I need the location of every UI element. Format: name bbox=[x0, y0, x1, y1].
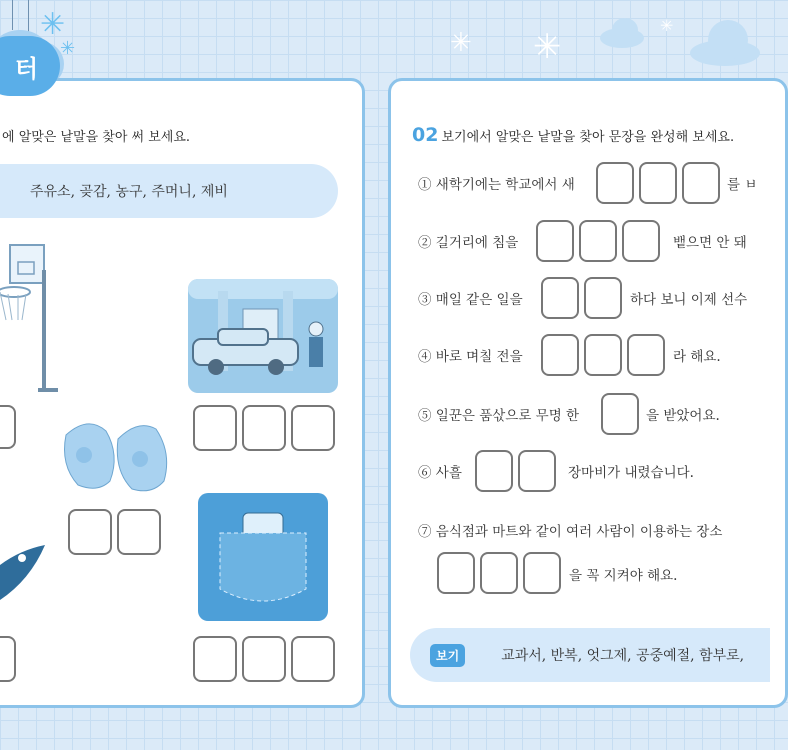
answer-box[interactable] bbox=[291, 636, 335, 682]
answer-box[interactable] bbox=[541, 277, 579, 319]
answer-box[interactable] bbox=[0, 636, 16, 682]
bogi-label: 보기 bbox=[430, 644, 465, 667]
sentence-4-before: ④ 바로 며칠 전을 bbox=[418, 349, 523, 365]
answer-box[interactable] bbox=[242, 405, 286, 451]
answer-box[interactable] bbox=[584, 277, 622, 319]
word-bank bbox=[0, 164, 338, 218]
right-instruction bbox=[412, 124, 734, 146]
answer-box[interactable] bbox=[601, 393, 639, 435]
answer-box[interactable] bbox=[584, 334, 622, 376]
swallow-illustration bbox=[0, 520, 50, 620]
sentence-7-before: ⑦ 음식점과 마트와 같이 여러 사람이 이용하는 장소 bbox=[418, 524, 723, 540]
sentence-7-after: 을 꼭 지켜야 해요. bbox=[569, 568, 678, 584]
instruction-text: 보기에서 알맞은 낱말을 찾아 문장을 완성해 보세요. bbox=[441, 130, 735, 145]
snowflake-icon: ✳ bbox=[60, 38, 76, 59]
persimmon-bags-illustration bbox=[58, 405, 170, 495]
word-bank-text: 주유소, 곶감, 농구, 주머니, 제비 bbox=[30, 184, 228, 200]
section-title-badge: 터 bbox=[0, 36, 60, 96]
basketball-hoop-illustration bbox=[0, 240, 70, 400]
sentence-3-before: ③ 매일 같은 일을 bbox=[418, 292, 523, 308]
sentence-6-before: ⑥ 사흘 bbox=[418, 465, 462, 481]
answer-box[interactable] bbox=[68, 509, 112, 555]
answer-box[interactable] bbox=[480, 552, 518, 594]
gas-station-illustration bbox=[188, 279, 338, 393]
answer-box[interactable] bbox=[579, 220, 617, 262]
question-number: 02 bbox=[412, 124, 439, 146]
sentence-5-before: ⑤ 일꾼은 품삯으로 무명 한 bbox=[418, 408, 580, 424]
answer-box[interactable] bbox=[682, 162, 720, 204]
answer-box[interactable] bbox=[518, 450, 556, 492]
answer-box[interactable] bbox=[291, 405, 335, 451]
answer-box[interactable] bbox=[117, 509, 161, 555]
bogi-words: 교과서, 반복, 엇그제, 공중예절, 함부로, bbox=[501, 648, 745, 664]
answer-box[interactable] bbox=[639, 162, 677, 204]
sentence-6-after: 장마비가 내렸습니다. bbox=[568, 465, 694, 481]
answer-box[interactable] bbox=[536, 220, 574, 262]
snowflake-icon: ✳ bbox=[450, 28, 472, 58]
hanging-string bbox=[12, 0, 13, 30]
cloud-decoration bbox=[612, 18, 638, 42]
sentence-3-after: 하다 보니 이제 선수 bbox=[630, 292, 748, 308]
sentence-2-after: 뱉으면 안 돼 bbox=[673, 235, 747, 251]
answer-box[interactable] bbox=[193, 405, 237, 451]
bogi-word-bank bbox=[410, 628, 770, 682]
pocket-illustration bbox=[198, 493, 328, 621]
sentence-2-before: ② 길거리에 침을 bbox=[418, 235, 519, 251]
answer-box[interactable] bbox=[523, 552, 561, 594]
sentence-5-after: 을 받았어요. bbox=[646, 408, 720, 424]
snowflake-icon: ✳ bbox=[533, 27, 562, 67]
answer-box[interactable] bbox=[596, 162, 634, 204]
left-instruction: 에 알맞은 낱말을 찾아 써 보세요. bbox=[2, 130, 191, 145]
snowflake-icon: ✳ bbox=[660, 16, 674, 35]
answer-box[interactable] bbox=[622, 220, 660, 262]
answer-box[interactable] bbox=[475, 450, 513, 492]
sentence-4-after: 라 해요. bbox=[673, 349, 721, 365]
answer-box[interactable] bbox=[541, 334, 579, 376]
answer-box[interactable] bbox=[193, 636, 237, 682]
snowflake-icon: ✳ bbox=[40, 7, 66, 42]
answer-box[interactable] bbox=[437, 552, 475, 594]
cloud-decoration bbox=[708, 20, 748, 60]
sentence-1-before: ① 새학기에는 학교에서 새 bbox=[418, 177, 575, 193]
answer-box[interactable] bbox=[242, 636, 286, 682]
answer-box[interactable] bbox=[0, 405, 16, 449]
sentence-1-after: 를 ㅂ bbox=[727, 177, 758, 193]
answer-box[interactable] bbox=[627, 334, 665, 376]
